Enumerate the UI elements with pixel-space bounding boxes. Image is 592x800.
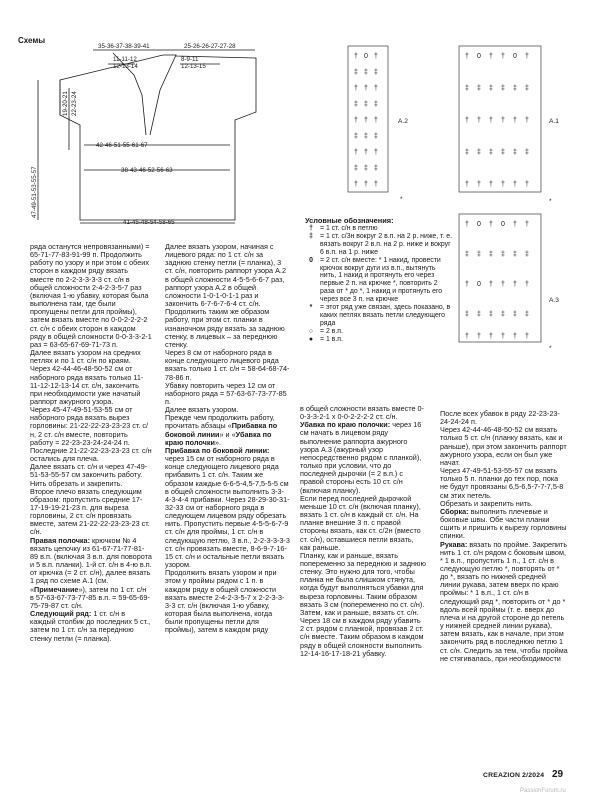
heading-next-row: Следующий ряд:	[30, 609, 92, 619]
svg-text:‡: ‡	[489, 149, 493, 156]
svg-text:†: †	[465, 181, 469, 188]
legend-title: Условные обозначения:	[305, 216, 394, 225]
dim-bottom: 41-45-48-54-58-65	[123, 219, 175, 226]
legend-item	[305, 233, 453, 257]
svg-text:0: 0	[477, 281, 481, 288]
svg-text:†: †	[501, 281, 505, 288]
paragraph: Далее вязать узором на средних петлях и по 1 ст. с/н по краям.	[30, 348, 141, 366]
svg-text:†: †	[501, 333, 505, 340]
chart-a1-label: A.1	[549, 118, 559, 125]
legend-text: = 1 в.п.	[320, 335, 343, 343]
paragraph: После всех убавок в ряду 22-23-23-24-24-24 п.	[440, 409, 560, 427]
svg-text:†: †	[525, 117, 529, 124]
chart-a2-star: *	[400, 196, 403, 203]
svg-text:†: †	[513, 181, 517, 188]
paragraph: Обрезать и закрепить нить.	[440, 498, 533, 508]
svg-text:†: †	[489, 281, 493, 288]
svg-text:†: †	[374, 181, 378, 188]
legend-item	[305, 328, 453, 336]
svg-text:†: †	[489, 117, 493, 124]
legend-symbol: ‡	[309, 232, 313, 240]
svg-text:‡: ‡	[477, 311, 481, 318]
schemes-title: Схемы	[18, 36, 46, 45]
dim-mid-b: 38-43-46-52-56-63	[121, 167, 173, 174]
svg-text:†: †	[489, 333, 493, 340]
svg-text:‡: ‡	[525, 149, 529, 156]
svg-text:†: †	[364, 181, 368, 188]
svg-text:0: 0	[364, 53, 368, 60]
heading-side-increase: Прибавка по боковой линии:	[165, 445, 270, 455]
svg-text:†: †	[354, 117, 358, 124]
legend-text: = 2 в.п.	[320, 327, 343, 335]
svg-text:†: †	[465, 281, 469, 288]
svg-text:†: †	[525, 53, 529, 60]
svg-text:‡: ‡	[354, 69, 358, 76]
svg-text:†: †	[374, 85, 378, 92]
svg-text:†: †	[465, 117, 469, 124]
legend-symbol: *	[309, 304, 313, 312]
svg-text:†: †	[513, 221, 517, 228]
paragraph: Далее вязать узором.	[165, 405, 239, 415]
svg-text:‡: ‡	[477, 251, 481, 258]
paragraph: Продолжить вязать узором и при этом у проймы рядом с 1 п. в каждом ряду в общей сложности вязать вместе 2-4-2-3-5-7 х 2-2-3-3-3-3 ст. с/н (включая 1-ю убавку, которая была выполнена, когда были пропущены петли для проймы), затем в каждом ряду	[165, 568, 285, 635]
footer-brand: CREAZION 2/2024	[483, 772, 545, 779]
svg-text:†: †	[374, 53, 378, 60]
chart-a1-star: *	[549, 198, 552, 205]
legend-item	[305, 336, 453, 344]
svg-text:†: †	[489, 221, 493, 228]
svg-text:‡: ‡	[374, 133, 378, 140]
legend-item	[305, 304, 453, 328]
watermark: PassionForum.ru	[520, 788, 566, 794]
paragraph: Далее вязать узором, начиная с лицевого ряда: по 1 ст. с/н за заднюю стенку петли (= планка), 3 ст. с/н, повторить раппорт узора А.2 в общей сложности 4-5-5-6-6-7 раз, раппорт узора А.2 в общей сложности 1-0-1-0-1-1 раз и закончить 6-7-6-7-6-4 ст. с/н.	[165, 242, 286, 309]
heading-assembly: Сборка:	[440, 506, 469, 516]
dim-top-right-width: 25-26-26-27-27-28	[184, 43, 236, 50]
svg-text:†: †	[364, 117, 368, 124]
legend-text: = 1 ст. с/н в петлю	[320, 225, 378, 232]
dim-mid-a: 42-46-51-55-61-67	[96, 142, 148, 149]
svg-text:†: †	[501, 53, 505, 60]
svg-text:‡: ‡	[513, 149, 517, 156]
svg-text:†: †	[465, 333, 469, 340]
paragraph: Если перед последней дырочкой меньше 10 ст. с/н (включая планку), вязать 1 ст. с/н в каждый ст. с/н. На планке внешние 3 п. с правой стороны вязать, как ст. с/2н (вместо ст. с/н), оставшиеся петли вязать, как раньше.	[300, 493, 421, 552]
chart-a3-star: *	[549, 345, 552, 352]
legend-symbol: 0	[309, 256, 313, 264]
svg-text:†: †	[525, 221, 529, 228]
svg-text:‡: ‡	[489, 251, 493, 258]
svg-text:†: †	[354, 181, 358, 188]
paragraph: Через 47-49-51-53-55-57 см вязать только 5 п. планки до тех пор, пока не будут провязаны 6,5-6,5-7-7-7,5-8 см этих петель.	[440, 466, 564, 500]
svg-text:†: †	[354, 149, 358, 156]
svg-text:0: 0	[477, 221, 481, 228]
svg-text:‡: ‡	[374, 69, 378, 76]
chart-a3	[455, 212, 545, 352]
paragraph: Через 18 см в каждом ряду убавить 2 ст. рядом с планкой, провязав 2 ст. с/н вместе. Таким образом в каждом ряду в общей сложности выполнить 12-14-16-17-18-21 убавку.	[300, 616, 424, 658]
svg-text:0: 0	[501, 221, 505, 228]
paragraph: Через 8 см от наборного ряда в конце следующего лицевого ряда вязать только 1 ст. с/н = 58-64-68-74-78-86 п.	[165, 348, 290, 382]
svg-text:‡: ‡	[374, 101, 378, 108]
svg-text:‡: ‡	[501, 311, 505, 318]
svg-text:†: †	[374, 149, 378, 156]
svg-text:†: †	[525, 281, 529, 288]
svg-text:0: 0	[477, 53, 481, 60]
svg-text:†: †	[354, 85, 358, 92]
chart-a2	[344, 44, 392, 204]
paragraph-sleeves: Рукава: вязать по пройме. Закрепить нить 1 ст. с/н рядом с боковым швом, * 1 в.п., пропустить 1 п., 1 ст. с/н в следующую петлю *, повторять от * до *, вязать по нижней средней линии рукава, затем вверх по краю проймы: * 1 в.п., 1 ст. с/н в следующий ряд *, повторить от * до * вдоль всей проймы (т. е. вверх до плеча и на другой стороне до петель у нижней средней линии рукава), затем вязать, как в начале, при этом закончить ряд в последнюю петлю 1 ст. с/н. Следить за тем, чтобы пройма не стягивалась, при необходимости	[440, 539, 568, 663]
svg-text:†: †	[525, 181, 529, 188]
svg-text:†: †	[477, 181, 481, 188]
paragraph-side-increase: Прибавка по боковой линии: через 15 см от наборного ряда в конце следующего лицевого ряда прибавить 1 ст. с/н. Таким же образом каждые 6-6-5-4,5-7,5-5-5 см в общей сложности выполнить 3-3-4-3-4-4 прибавки. Через 28-29-30-31-32-33 см от наборного ряда в следующем лицевом ряду обрезать нить. Пропустить первые 4-5-5-6-7-9 ст. с/н для проймы, 1 ст. с/н в следующую петлю, 3 в.п., 2-2-3-3-3-3 ст. с/н провязать вместе, 8-6-9-7-16-15 ст. с/н и остальные петли вязать узором.	[165, 445, 290, 570]
dim-top-left-neck-b: 12-13-14	[113, 63, 138, 70]
svg-text:†: †	[364, 85, 368, 92]
svg-text:‡: ‡	[364, 69, 368, 76]
svg-text:†: †	[374, 117, 378, 124]
text-column-3	[300, 405, 426, 658]
paragraph: Через 42-44-46-48-50-52 см от наборного ряда вязать только 11-11-12-12-13-14 ст. с/н, закончить при необходимости уже начатый раппорт ажурного узора.	[30, 364, 144, 406]
dim-left-height: 47-49-51-53-55-57	[31, 166, 38, 218]
paragraph: Продолжить таким же образом работу, при этом ст. планки в изнаночном ряду вязать за заднюю стенку, в лицевых – за переднюю стенку.	[165, 307, 285, 349]
svg-text:†: †	[465, 53, 469, 60]
paragraph: ряда останутся непровязанными) = 65-71-77-83-91-99 п. Продолжить работу по узору и при этом с обеих сторон в каждом ряду вязать вместе по 2-2-3-3-3-3 ст. с/н в общей сложности 2-4-2-3-5-7 раз (включая 1-ю убавку, которая была выполнена там, где были пропущены петли для проймы), затем вязать вместе по 0-0-2-2-2-2 ст. с/н с обеих сторон в каждом ряду в общей сложности 0-0-3-3-2-1 раз = 63-65-67-69-71-73 п.	[30, 242, 152, 349]
svg-text:‡: ‡	[354, 165, 358, 172]
legend-text: = этот ряд уже связан, здесь показано, в каких петлях вязать петли следующего ряда	[320, 304, 451, 327]
svg-text:‡: ‡	[489, 85, 493, 92]
chart-a1	[455, 44, 545, 204]
svg-text:‡: ‡	[525, 251, 529, 258]
svg-text:‡: ‡	[525, 311, 529, 318]
paragraph: Убавку повторить через 12 см от наборного ряда = 57-63-67-73-77-85 п.	[165, 380, 287, 406]
svg-text:‡: ‡	[513, 251, 517, 258]
heading-shelf-decrease: Убавка по краю полочки:	[300, 420, 391, 430]
svg-text:†: †	[501, 181, 505, 188]
svg-text:‡: ‡	[501, 85, 505, 92]
legend-item	[305, 225, 453, 233]
svg-text:†: †	[364, 149, 368, 156]
text-column-2	[165, 243, 290, 635]
paragraph: Через 42-44-46-48-50-52 см вязать только 5 ст. с/н (планку вязать, как и раньше), при этом закончить раппорт ажурного узора, если он был уже начат.	[440, 425, 567, 467]
dim-inner-height-a: 19-20-21	[62, 91, 69, 116]
garment-schematic	[20, 40, 320, 240]
svg-text:†: †	[477, 117, 481, 124]
chart-a2-grid	[344, 44, 392, 204]
chart-a3-grid	[455, 212, 545, 352]
legend-symbol: ○	[308, 327, 314, 335]
svg-text:‡: ‡	[513, 85, 517, 92]
svg-text:†: †	[465, 221, 469, 228]
paragraph: Планку, как и раньше, вязать попеременно за переднюю и заднюю стенку. Это нужно для того, чтобы планка не была слишком стянута, когда будут выполняться убавки для выреза горловины. Таким образом вязать 3 см (попеременно по ст. с/н). Затем, как и раньше, вязать ст. с/н.	[300, 550, 426, 617]
legend-text: = 2 ст. с/н вместе: * 1 накид, провести крючок вокруг дуги из в.п., вытянуть нить, 1 накид и протянуть его через первые 2 п. на крючке *, повторить 2 раза от * до *, 1 накид и протянуть его через все 3 п. на крючке	[320, 256, 443, 304]
heading-right-shelf: Правая полочка:	[30, 535, 90, 545]
note-reference: Примечание	[34, 584, 79, 594]
page-number: 29	[552, 769, 564, 780]
svg-text:‡: ‡	[364, 133, 368, 140]
chart-a1-grid	[455, 44, 545, 204]
svg-text:‡: ‡	[489, 311, 493, 318]
legend-symbol: †	[309, 225, 313, 232]
svg-text:‡: ‡	[525, 85, 529, 92]
svg-text:†: †	[513, 117, 517, 124]
paragraph: Далее вязать ст. с/н и через 47-49-51-53-55-57 см закончить работу. Нить обрезать и закрепить.	[30, 462, 148, 488]
paragraph: в общей сложности вязать вместе 0-0-3-3-2-1 х 0-0-2-2-2-2 ст. с/н.	[300, 404, 424, 422]
paragraph: Через 45-47-49-51-53-55 см от наборного ряда вязать вырез горловины: 21-22-22-23-23-23 ст. с/н, 2 ст. с/н вместе, повторить работу = 22-23-23-24-24-24 п. Последние 21-22-22-23-23-23 ст. с/н остались для плеча.	[30, 405, 152, 464]
svg-text:‡: ‡	[501, 149, 505, 156]
text-column-4	[440, 410, 568, 663]
svg-text:‡: ‡	[465, 311, 469, 318]
svg-text:‡: ‡	[513, 311, 517, 318]
legend	[305, 216, 453, 344]
paragraph-read-first: Прежде чем продолжить работу, прочитать абзацы «Прибавка по боковой линии» и «Убавка по краю полочки».	[165, 413, 278, 447]
chart-a2-label: A.2	[398, 118, 408, 125]
paragraph: Второе плечо вязать следующим образом: пропустить средние 17-17-19-19-21-23 п. для выреза горловины, 2 ст. с/н провязать вместе, затем 21-22-22-23-23-23 ст. с/н.	[30, 486, 150, 537]
svg-text:‡: ‡	[364, 165, 368, 172]
paragraph-right-shelf: Правая полочка: крючком № 4 вязать цепочку из 61-67-71-77-81-89 в.п. (включая 3 в.п. для поворота и 5 в.п. планки). 1-й ст. с/н в 4-ю в.п. от крючка (= 2 ст. с/н), далее вязать 1 ряд по схеме А.1 (см. «Примечание»), затем по 1 ст. с/н в 57-63-67-73-77-85 в.п. = 59-65-69-75-79-87 ст. с/н.	[30, 535, 152, 610]
svg-text:‡: ‡	[465, 251, 469, 258]
svg-text:†: †	[354, 53, 358, 60]
svg-text:‡: ‡	[354, 133, 358, 140]
svg-text:‡: ‡	[354, 101, 358, 108]
dim-top-left-width: 35-36-37-38-39-41	[98, 43, 150, 50]
paragraph-assembly: Сборка: выполнить плечевые и боковые швы. Обе части планки сшить и пришить к вырезу горловины спинки.	[440, 506, 567, 541]
svg-text:‡: ‡	[364, 101, 368, 108]
svg-text:‡: ‡	[374, 165, 378, 172]
svg-text:‡: ‡	[465, 85, 469, 92]
text-column-1	[30, 243, 152, 643]
svg-text:0: 0	[513, 53, 517, 60]
dim-top-right-b: 12-13-15	[181, 63, 206, 70]
svg-text:‡: ‡	[477, 85, 481, 92]
legend-item	[305, 257, 453, 304]
svg-text:†: †	[513, 281, 517, 288]
svg-text:†: †	[501, 117, 505, 124]
dim-top-right-a: 8-9-11	[181, 56, 199, 63]
svg-text:†: †	[489, 53, 493, 60]
heading-sleeves: Рукава:	[440, 539, 468, 549]
svg-text:†: †	[513, 333, 517, 340]
svg-text:†: †	[477, 333, 481, 340]
svg-text:‡: ‡	[501, 251, 505, 258]
legend-symbol: ●	[308, 335, 314, 343]
legend-text: = 1 ст. с/3н вокруг 2 в.п. на 2 р. ниже, т. е. вязать вокруг 2 в.п. на 2 р. ниже и вокруг 6 в.п. на 1 р. ниже	[320, 232, 453, 256]
chart-a3-label: A.3	[549, 297, 559, 304]
svg-text:‡: ‡	[477, 149, 481, 156]
paragraph-shelf-decrease: Убавка по краю полочки: через 16 см начать в лицевом ряду выполнение раппорта ажурного узора А.3 (ажурный узор непосредственно рядом с планкой), только при условии, что до последней дырочки (= 2 в.п.) с правой стороны есть 10 ст. с/н (включая планку).	[300, 420, 422, 495]
paragraph-next-row: Следующий ряд: 1 ст. с/н в каждый столбик до последних 5 ст., затем по 1 ст. с/н за переднюю стенку петли (= планка).	[30, 609, 151, 643]
svg-text:‡: ‡	[465, 149, 469, 156]
dim-top-left-neck-a: 11-11-12	[113, 56, 137, 63]
dim-inner-height-b: 22-23-24	[71, 91, 78, 116]
svg-text:†: †	[525, 333, 529, 340]
svg-text:†: †	[489, 181, 493, 188]
